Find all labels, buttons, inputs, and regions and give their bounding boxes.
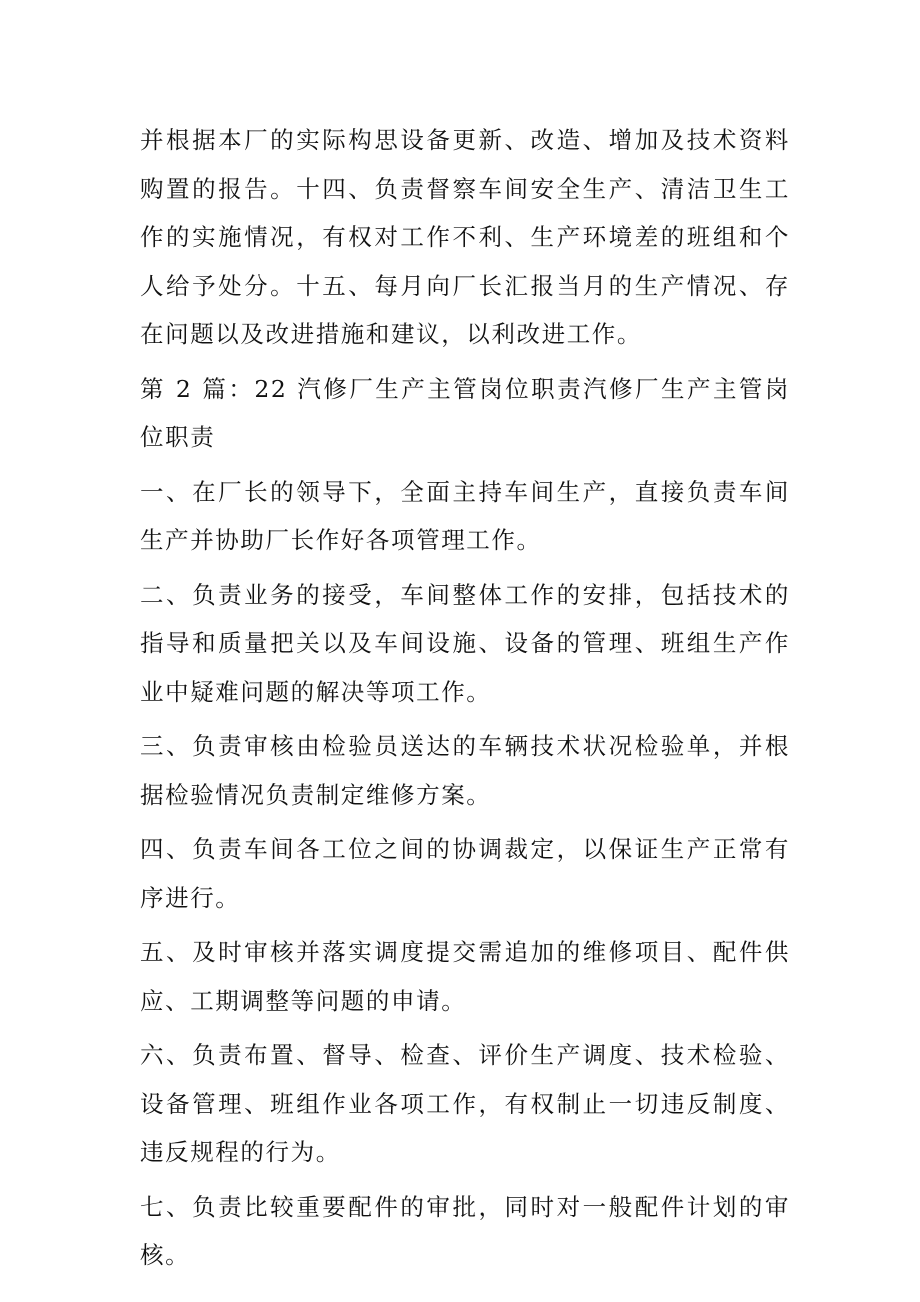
paragraph-continuation: 并根据本厂的实际构思设备更新、改造、增加及技术资料购置的报告。十四、负责督察车间安全生产、清洁卫生工作的实施情况，有权对工作不利、生产环境差的班组和个人给予处分。十五、每月向厂长汇报当月的生产情况、存在问题以及改进措施和建议，以利改进工作。 [140,126,790,348]
duty-item-5: 五、及时审核并落实调度提交需追加的维修项目、配件供应、工期调整等问题的申请。 [140,938,790,1015]
duty-item-1: 一、在厂长的领导下，全面主持车间生产，直接负责车间生产并协助厂长作好各项管理工作。 [140,477,790,554]
document-body [140,116,790,1286]
duty-item-3: 三、负责审核由检验员送达的车辆技术状况检验单，并根据检验情况负责制定维修方案。 [140,732,790,809]
duty-item-6: 六、负责布置、督导、检查、评价生产调度、技术检验、设备管理、班组作业各项工作，有权制止一切违反制度、违反规程的行为。 [140,1041,790,1166]
duty-item-4: 四、负责车间各工位之间的协调裁定，以保证生产正常有序进行。 [140,835,790,912]
section-heading: 第 2 篇：22 汽修厂生产主管岗位职责汽修厂生产主管岗位职责 [140,374,790,451]
duty-item-2: 二、负责业务的接受，车间整体工作的安排，包括技术的指导和质量把关以及车间设施、设备的管理、班组生产作业中疑难问题的解决等项工作。 [140,580,790,706]
duty-item-7: 七、负责比较重要配件的审批，同时对一般配件计划的审核。 [140,1192,790,1269]
